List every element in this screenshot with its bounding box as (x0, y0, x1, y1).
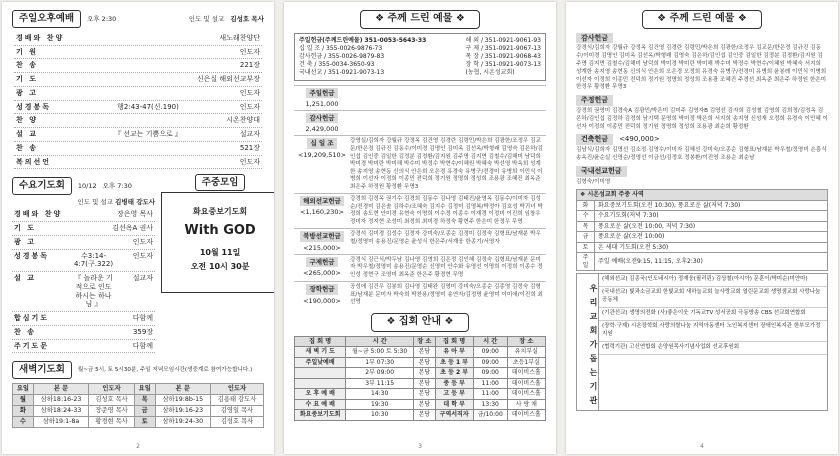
offering-label (294, 113, 350, 133)
section-donors: 강경희 권영미 김경숙A 김광민/박은미 김미주 김영자B 김영선 김자희 김성철 김영희 김희정/김정옥 김은하/김인섭 김정하 김정희 남기택 문명희 박미정 박은희 서지희 송지영 신성재 오정희 유경숙 이민혜 이선자 이정희 이종민 전덕희 정기원 정명희 정성희 조용광 최순희 황정환 (576, 107, 828, 130)
schedule-cell: 3부 11:15 (346, 378, 414, 389)
schedule-cell: 데이비스홀 (507, 410, 545, 421)
order-detail (74, 238, 113, 247)
account-line: 국내선교 / 351-0921-9073-13 (299, 68, 385, 76)
order-row (14, 46, 262, 60)
ministry-row (577, 211, 828, 222)
schedule-cell: 구역서직자 (435, 410, 473, 421)
schedule-cell: 본당 (414, 378, 436, 389)
schedule-cell: 월~금 5:00 토 5:30 (346, 347, 414, 358)
order-item: 설 교 (14, 274, 36, 283)
ministry-day: 주일 (577, 253, 595, 271)
offering-name: 장학헌금 (306, 284, 337, 294)
account-line: (농협, 시온성교회) (465, 68, 515, 76)
schedule-cell (295, 378, 346, 389)
offering-amount: <1,160,230> (300, 208, 344, 217)
offering-donors (350, 88, 546, 108)
supported-org-row: (장학·구제) 시온장학회 사랑의쌀나눔 지역아동센터 노인복지센터 장애인복지관 한부모가정지원 (599, 321, 827, 342)
section-amount: <490,000> (619, 135, 660, 144)
ministry-row (577, 221, 828, 232)
page-number: 3 (418, 442, 422, 450)
order-person: 인도자 (239, 47, 260, 56)
order-row (12, 340, 155, 354)
offering-list (284, 85, 556, 307)
section-name: 감사헌금 (576, 33, 613, 44)
schedule-cell: 데이비스홀 (507, 389, 545, 400)
order-person: 김선옥A 권사 (112, 224, 154, 233)
supported-organizations (576, 273, 828, 411)
bank-accounts (294, 33, 546, 81)
ministry-detail: 풍요로운 삶(오전 10:00) (595, 232, 828, 243)
dawn-cell: 금 (134, 405, 155, 416)
offering-donors: 강경석 김미경 김성수 김정자 강미숙/오종순 김정미 김정숙 김형표/남재분 박우철/정영미 송용진/문영순 윤성식 한은주/서재웅 한종기/서영자 (350, 231, 541, 246)
schedule-cell: 유치부실 (507, 347, 545, 358)
order-row (14, 87, 262, 101)
schedule-cell: 본당 (414, 389, 436, 400)
leader-label: 인도 및 설교 (188, 14, 225, 23)
offering-row (294, 135, 546, 191)
schedule-cell: 14:30 (346, 389, 414, 400)
order-person: 521장 (239, 143, 260, 152)
order-row (14, 128, 262, 142)
ministry-day: 화 (577, 200, 595, 211)
page-number: 2 (136, 442, 140, 450)
schedule-header: 장 소 (507, 336, 545, 347)
order-person: 인도자 (239, 157, 260, 166)
dawn-cell: 삼하18:24-33 (33, 405, 88, 416)
sunday-afternoon-header (12, 10, 264, 28)
dawn-prayer-note: 월~금 5시, 토 5시30분, 주일 저녁모임시간(생중계로 참여가능합니다.) (77, 366, 253, 373)
dawn-cell: 삼하18:16-23 (33, 395, 88, 406)
dawn-row (13, 405, 264, 416)
schedule-cell: 고 등 부 (435, 389, 473, 400)
order-detail (74, 210, 113, 219)
offering-label (294, 231, 350, 251)
order-item: 찬 송 (14, 327, 36, 336)
schedule-header: 시 간 (473, 336, 507, 347)
schedule-cell: 09:00 (473, 357, 507, 368)
wednesday-time: 오후 7:30 (102, 182, 132, 191)
order-detail (76, 75, 197, 84)
offering-amount: <190,000> (303, 296, 341, 305)
dawn-cell: 화 (13, 405, 34, 416)
leader-name: 김성호 목사 (230, 14, 264, 23)
schedule-row (295, 378, 546, 389)
dawn-cell: 월 (13, 395, 34, 406)
schedule-header: 시 간 (346, 336, 414, 347)
section-name: 주정헌금 (576, 95, 613, 106)
order-person: 신은실 해외선교부장 (196, 75, 260, 84)
schedule-cell: 19:30 (346, 399, 414, 410)
wed-leader-name: 김병태 강도사 (115, 198, 156, 207)
schedule-row (295, 368, 546, 379)
weekly-ministry-table (576, 189, 828, 271)
order-row (12, 208, 155, 222)
bulletin-page-4 (566, 2, 838, 454)
offering-label (294, 138, 350, 191)
dawn-row (13, 395, 264, 406)
dawn-cell: 토 (134, 416, 155, 427)
account-line: 십 일 조 / 355-0026-9876-73 (299, 44, 383, 52)
ministry-day: 금 (577, 232, 595, 243)
ministry-row (577, 253, 828, 271)
schedule-cell: 13:30 (473, 399, 507, 410)
wednesday-order (12, 208, 155, 353)
weekly-meeting-date: 10월 11일 (199, 247, 241, 257)
order-person: 인도자 (239, 102, 260, 111)
offering-amount: <215,000> (303, 243, 341, 252)
ministry-row (577, 200, 828, 211)
offering-row (294, 254, 546, 280)
account-line: 장 학 / 351-0921-9073-13 (465, 60, 541, 68)
dawn-cell: 삼하19:8b-15 (155, 395, 210, 406)
offering-amount: <19,209,510> (297, 150, 347, 159)
ministry-row (577, 242, 828, 253)
account-line: 주일헌금(주께드린예물) 351-0053-5643-33 (299, 36, 427, 44)
section-header (576, 95, 828, 108)
order-row (14, 32, 262, 46)
weekly-meeting-title: 주중모임 (195, 174, 246, 191)
order-row (14, 73, 262, 87)
schedule-cell: 수 요 예 배 (295, 399, 346, 410)
order-item: 성경봉독 (16, 102, 52, 111)
offering-row (294, 228, 546, 251)
offering-row (294, 110, 546, 133)
order-person: 설교자 (132, 274, 154, 283)
order-item: 경배와 찬양 (16, 33, 65, 42)
wednesday-date: 10/12 (77, 182, 97, 191)
offering-donors: 강영실/김희자 강월규 강정옥 김건영 김경란 김령민/박은희 김광한/조정우 김교문/한은정 김규진 김동수/이미경 김명인 김미옥 김선옥/박형래 김영숙 김은하/김인섭 김인중 김일한 김정분 김정환/김지원 김주명 김지면 김철수/김해미 남덕희 박미경 박미란 박미해 박수미 박정수 박현수/이혜원 박혜숙 박선영 박옥희 성계한 송지영 송현동 신의식 안은희 오은경 유경숙 유병구/전경미 유병희 이민식 이병희 이선자 이정희 이종민 전덕희 정기원 정명희 정성희 조용광 조혜진 최옥준 최은주 하정원 황정환 무명3 (350, 138, 543, 190)
section-header (576, 166, 828, 179)
order-detail: 수3:14-4:7(구.322) (74, 251, 114, 269)
dawn-cell: 삼하19:1-8a (33, 416, 88, 427)
order-detail: 『 선교는 기쁨으로 』 (113, 130, 182, 139)
order-row (12, 326, 155, 340)
order-detail (76, 61, 220, 70)
wednesday-prayer-title: 수요기도회 (12, 177, 72, 195)
ministry-detail: 수요기도회(저녁 7:30) (595, 211, 828, 222)
order-row (14, 142, 262, 156)
dawn-cell: 김성호 목사 (211, 416, 264, 427)
schedule-header: 장 소 (414, 336, 436, 347)
account-line: 해 외 / 351-0921-9061-93 (465, 36, 541, 44)
schedule-cell: 11:00 (473, 378, 507, 389)
dawn-prayer-title: 새벽기도회 (12, 361, 72, 379)
order-detail (74, 328, 113, 337)
order-row (12, 250, 155, 273)
dawn-cell: 삼하19:24-30 (155, 416, 210, 427)
order-detail (76, 34, 219, 43)
schedule-row (295, 347, 546, 358)
section-name: 국내선교헌금 (576, 166, 627, 177)
weekly-meeting-time: 오전 10시 30분 (190, 261, 250, 271)
order-item: 찬 송 (16, 143, 38, 152)
schedule-cell: 1부 07:30 (346, 357, 414, 368)
order-detail (74, 314, 113, 323)
order-detail (74, 224, 112, 233)
section-donors: 강경식/김희자 강월규 강정옥 김건영 김경란 김령민/박은희 김광한/조정우 김교문/한은정 김규진 김동수/이미경 김명인 김미옥 김선옥/박형래 김영숙 김은하/김인섭 김인중 김일한 김정분 김정환/김지원 김주명 김지면 김철수/김해미 남덕희 박미경 박미란 박미해 박수미 박정수 박현수/이혜원 박혜숙 서지희 성계한 송지영 송현동 신의식 안은희 오은경 오정희 유경숙 유병구/전경미 유병희 윤봉례 이민식 이병희 이선자 이정희 이종민 전덕희 정기원 정명희 정성희 조용광 조혜진 주경선 최옥준 최은주 하정원 한은미 한정우 황정환 무명3 (576, 45, 827, 91)
ministry-detail: 온 세대 기도회(오전 5:30) (595, 242, 828, 253)
order-person: 인도자 (132, 237, 154, 246)
order-item: 경배와 찬양 (14, 210, 63, 219)
ministry-day: 토 (577, 242, 595, 253)
weekly-meeting-theme: With GOD (184, 223, 256, 239)
offering-label (294, 196, 350, 226)
order-item: 합심기도 (14, 314, 50, 323)
offering-row (294, 193, 546, 226)
ministry-detail: 화요중보기도회(오전 10:30), 풍요로운 삶(저녁 7:30) (595, 200, 828, 211)
order-person: 인도자 (132, 251, 154, 260)
ministry-day: 수 (577, 211, 595, 222)
schedule-cell: 데이비스홀 (507, 378, 545, 389)
offering-section (576, 95, 828, 131)
schedule-cell: 초 등 2 부 (435, 368, 473, 379)
schedule-cell: 2부 09:00 (346, 368, 414, 379)
schedule-cell: 주일낮예배 (295, 357, 346, 368)
ministry-day: 목 (577, 221, 595, 232)
schedule-cell: 금/10:00 (473, 410, 507, 421)
order-person: 새노래찬양단 (219, 33, 260, 42)
offering-amount: 1,251,000 (305, 100, 339, 109)
offering-label (294, 88, 350, 108)
order-person: 221장 (239, 61, 260, 70)
offering-section (576, 33, 828, 93)
order-detail: 『 놀라운 기적으로 인도하시는 하나님 』 (74, 274, 113, 309)
order-person: 다함께 (132, 341, 154, 350)
offering-name: 북방선교헌금 (300, 231, 344, 241)
account-line: 감사헌금 / 355-0026-9879-83 (299, 52, 385, 60)
sunday-afternoon-time: 오후 2:30 (87, 14, 117, 23)
order-item: 기 원 (16, 47, 38, 56)
dawn-cell: 삼하19:16-23 (155, 405, 210, 416)
schedule-cell: 본당 (414, 347, 436, 358)
order-item: 성경봉독 (14, 251, 50, 260)
sunday-afternoon-order (14, 32, 262, 170)
order-item: 찬 송 (16, 61, 38, 70)
order-item: 기 도 (16, 75, 38, 84)
schedule-cell: 본당 (414, 399, 436, 410)
dawn-header: 본 문 (33, 384, 88, 395)
meeting-schedule-table (294, 336, 546, 421)
offering-donors: 공성애 김건우 김봉희 김나영 김태완 김영미 강미숙/오종순 김종영 김정숙 김형표/남재분 문미자 박숙희 박찬용/정영미 송연자/김정명 윤영미 이미애/이진희 최선영 (350, 284, 543, 306)
weekly-meeting-name: 화요중보기도회 (193, 207, 248, 217)
order-detail (74, 342, 113, 351)
offering-amount: <265,000> (303, 268, 341, 277)
supported-org-row: (국내선교) 빛과소금교회 한빛교회 새하늘교회 늘사랑교회 열린문교회 생명샘교회 사랑나눔공동체 (599, 287, 827, 308)
order-item: 설 교 (16, 130, 38, 139)
schedule-cell: 중 등 부 (435, 378, 473, 389)
offering-label (294, 257, 350, 280)
order-item: 주기도문 (14, 341, 50, 350)
order-person: 인도자 (239, 88, 260, 97)
offering-name: 해외선교헌금 (300, 196, 344, 206)
section-header (576, 33, 828, 46)
order-detail (76, 116, 220, 125)
bulletin-page-2 (2, 2, 274, 454)
supported-org-row: (협력기관) 고신연합회 손양원목사기념사업회 선교후원회 (599, 342, 827, 355)
offering-amount: 2,429,000 (305, 125, 339, 134)
dawn-cell: 황경현 목사 (89, 416, 134, 427)
order-row (12, 272, 155, 312)
section-header (576, 134, 828, 147)
order-row (14, 59, 262, 73)
schedule-cell: 10:30 (346, 410, 414, 421)
order-item: 찬 양 (16, 116, 38, 125)
dawn-header: 요일 (134, 384, 155, 395)
schedule-cell: 초등1부실 (507, 357, 545, 368)
offering-row (294, 85, 546, 108)
schedule-header: 집 회 명 (435, 336, 473, 347)
offering-donors (350, 113, 546, 133)
schedule-cell: 초 등 1 부 (435, 357, 473, 368)
schedule-cell: 09:00 (473, 368, 507, 379)
order-detail: 행2:43-47(신.190) (117, 102, 179, 111)
order-detail (76, 48, 220, 57)
offering-row (294, 281, 546, 307)
order-person: 장은영 목사 (117, 210, 154, 219)
order-person: 359장 (132, 327, 154, 336)
sunday-afternoon-title: 주일오후예배 (12, 10, 81, 28)
dawn-header: 본 문 (155, 384, 210, 395)
schedule-row (295, 399, 546, 410)
order-row (14, 114, 262, 128)
offering-name: 구제헌금 (306, 257, 337, 267)
dawn-header: 인도자 (89, 384, 134, 395)
order-item: 광 고 (16, 88, 38, 97)
supported-label: 우리교회가돕는기관 (577, 274, 599, 410)
ministry-title: ❖ 시온성교회 주중 사역 (577, 190, 828, 201)
schedule-cell: 유 아 부 (435, 347, 473, 358)
schedule-cell: 본당 (414, 357, 436, 368)
offering-label (294, 284, 350, 307)
schedule-cell: 화요중보기도회 (295, 410, 346, 421)
account-line: 구 제 / 351-0921-9067-13 (465, 44, 541, 52)
schedule-cell: 11:00 (473, 389, 507, 400)
schedule-header: 집 회 명 (295, 336, 346, 347)
order-row (14, 156, 262, 170)
ministry-row (577, 232, 828, 243)
offering-title-continued: ❖ 주께 드린 예물 ❖ (642, 10, 762, 29)
bulletin-page-3 (284, 2, 556, 454)
order-row (12, 222, 155, 236)
dawn-cell: 김영일 목사 (211, 405, 264, 416)
offering-donors: 강경식 김근식/박두남 김나영 김영희 김은정 김인혜 김정숙 김형표/남재분 문미자 박우철/정영미 송용진/문영순 신영미 안수화 유영선 이명희 이정희 이종수 정인성 정현구 조영미 최옥준 한은주 황경현 무명 (350, 256, 543, 278)
dawn-cell: 김성호 목사 (89, 395, 134, 406)
order-person: 시온찬양대 (226, 116, 260, 125)
schedule-row (295, 357, 546, 368)
schedule-row (295, 410, 546, 421)
schedule-cell: 사 랑 채 (507, 399, 545, 410)
schedule-cell: 대 학 부 (435, 399, 473, 410)
dawn-prayer-table (12, 383, 264, 427)
page-number: 4 (700, 442, 704, 450)
ministry-detail: 주일 예배(오전9:15, 11:15, 오후2:30) (595, 253, 828, 271)
offering-name: 주일헌금 (306, 88, 337, 98)
account-line: 건 축 / 355-0034-3650-93 (299, 60, 375, 68)
order-detail (76, 144, 220, 153)
order-item: 복의선언 (16, 157, 52, 166)
schedule-cell: 본당 (414, 410, 436, 421)
order-item: 기 도 (14, 224, 36, 233)
order-row (12, 236, 155, 250)
schedule-cell (295, 368, 346, 379)
order-row (14, 101, 262, 115)
schedule-title: ❖ 집회 안내 ❖ (371, 313, 468, 332)
order-detail (76, 158, 220, 167)
schedule-cell: 오 후 예 배 (295, 389, 346, 400)
offering-title: ❖ 주께 드린 예물 ❖ (360, 10, 480, 29)
account-line: 목 장 / 351-0921-9068-43 (465, 52, 541, 60)
offering-section (576, 134, 828, 162)
dawn-cell: 장준영 목사 (89, 405, 134, 416)
dawn-cell: 목 (134, 395, 155, 406)
schedule-cell: 새 벽 기 도 (295, 347, 346, 358)
offering-sections (566, 33, 838, 187)
offering-name: 십 일 조 (307, 138, 336, 148)
supported-org-row: (해외선교) 김종국(인도네시아) 정재웅(필리핀) 김상철(아시아) 문훈이/박미순(미얀마) (599, 274, 827, 287)
weekly-meeting-box (161, 192, 274, 292)
supported-org-row: (기관선교) 생명의전화 (사)좋은이웃 기독교TV 성서공회 극동방송 CBS 선교회연합회 (599, 308, 827, 321)
offering-name: 감사헌금 (306, 113, 337, 123)
offering-section (576, 166, 828, 187)
section-name: 건축헌금 (576, 134, 613, 145)
dawn-cell: 김용태 강도사 (211, 395, 264, 406)
section-donors: 김남식/김희자 김명선 김소정 김영수/이미자 김혜선 강미숙/오종순 김형표/남재분 박우철/정영미 손흥식 송옥진/윤순실 신영순/정영선 이금선/김정호 정봉환/이진영 조용순 최순남 (576, 147, 827, 162)
order-row (12, 312, 155, 326)
dawn-row (13, 416, 264, 427)
schedule-cell: 본당 (414, 368, 436, 379)
order-detail (76, 89, 220, 98)
wed-leader-label: 인도 및 설교 (77, 198, 114, 207)
section-donors: 김형숙/이미영 (576, 178, 611, 185)
ministry-detail: 풍요로운 삶(오전 10:00, 저녁 7:30) (595, 221, 828, 232)
schedule-row (295, 389, 546, 400)
order-item: 광 고 (14, 237, 36, 246)
offering-donors: 강경희 김정옥 권기수 김경희 김동수 김나영 김태진/윤영옥 김동수/이미자 김성순/전경미 김은솔 김하수/조혜숙 김지수 김정미 김영복/박정아 김호성 박귀녀 박정희 송도현 안미경 유현숙 이명희 이수정 이종수 이재경 이정미 이진희 임창우 정미자 정지현 조성미 최정희 최미경 하정숙 황현주 한은미 한정우 무명 (350, 196, 543, 225)
dawn-cell: 수 (13, 416, 34, 427)
dawn-header: 인도자 (211, 384, 264, 395)
dawn-header: 요일 (13, 384, 34, 395)
schedule-cell: 09:00 (473, 347, 507, 358)
order-person: 다함께 (132, 314, 154, 323)
order-person: 설교자 (239, 130, 260, 139)
schedule-cell: 데이비스홀 (507, 368, 545, 379)
